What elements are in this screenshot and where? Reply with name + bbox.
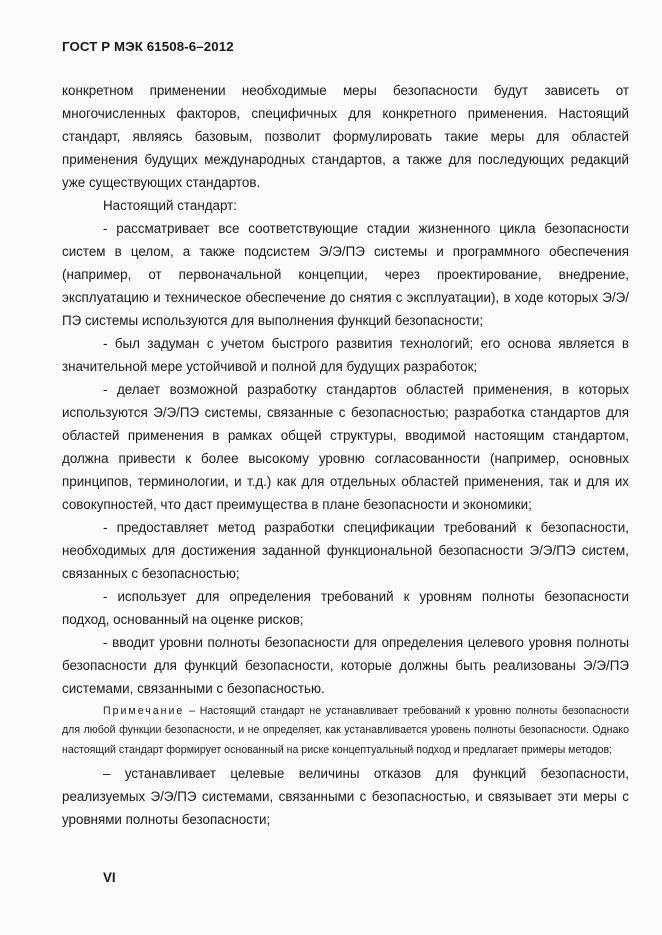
note-label: Примечание [103, 705, 185, 717]
list-item: - предоставляет метод разработки спецификации требований к безопасности, необходимых для достижения заданной функциональной безопасности Э/Э/ПЭ систем, связанных с безопасностью; [62, 520, 629, 581]
list-item: - вводит уровни полноты безопасности для определения целевого уровня полноты безопасности для функций безопасности, которые должны быть реализованы Э/Э/ПЭ системами, связанными с безопасностью. [62, 635, 629, 696]
note-block [62, 700, 629, 762]
paragraph-intro: Настоящий стандарт: [103, 198, 237, 213]
document-body [62, 79, 629, 831]
list-item: - был задуман с учетом быстрого развития технологий; его основа является в значительной мере устойчивой и полной для будущих разработок; [62, 336, 629, 374]
list-item: - использует для определения требований к уровням полноты безопасности подход, основанный на оценке рисков; [62, 589, 629, 627]
list-item: - рассматривает все соответствующие стадии жизненного цикла безопасности систем в целом, а также подсистем Э/Э/ПЭ системы и программного обеспечения (например, от первоначальной концепции, через проектирование, внедрение, эксплуатацию и техническое обеспечение до снятия с эксплуатации), в ходе которых Э/Э/ПЭ системы используются для выполнения функций безопасности; [62, 221, 629, 328]
list-item: - делает возможной разработку стандартов областей применения, в которых используются Э/Э/ПЭ системы, связанные с безопасностью; разработка стандартов для областей применения в рамках общей структуры, вводимой настоящим стандартом, должна привести к более высокому уровню согласованности (например, основных принципов, терминологии, и т.д.) как для отдельных областей применения, так и для их совокупностей, что даст преимущества в плане безопасности и экономики; [62, 382, 629, 512]
list-item: – устанавливает целевые величины отказов для функций безопасности, реализуемых Э/Э/ПЭ системами, связанными с безопасностью, и связывает эти меры с уровнями полноты безопасности; [62, 765, 629, 827]
paragraph-continuation: конкретном применении необходимые меры безопасности будут зависеть от многочисленных факторов, специфичных для конкретного применения. Настоящий стандарт, являясь базовым, позволит формулировать такие меры для областей применения будущих международных стандартов, а также для последующих редакций уже существующих стандартов. [62, 83, 629, 190]
document-header: ГОСТ Р МЭК 61508-6–2012 [62, 39, 234, 54]
page-number: VI [103, 870, 116, 885]
note-text: – Настоящий стандарт не устанавливает требований к уровню полноты безопасности для любой функции безопасности, и не определяет, как устанавливается уровень полноты безопасности. Однако настоящий стандарт формирует основанный на риске концептуальный подход и предлагает примеры методов; [62, 705, 629, 756]
